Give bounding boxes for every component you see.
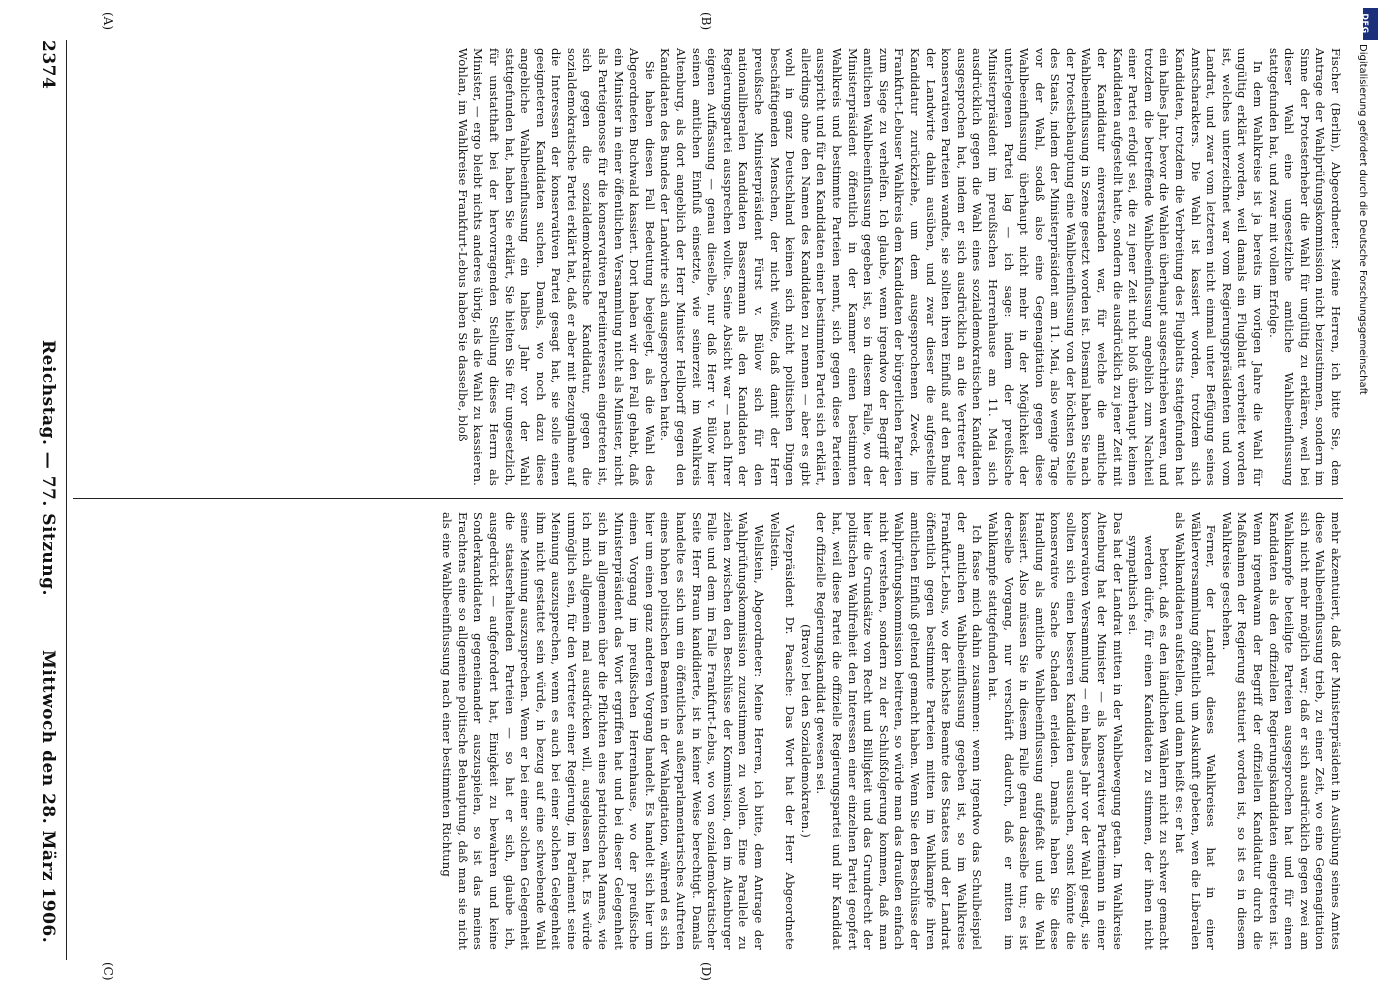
paragraph: Ich fasse mich dahin zusammen: wenn irgendwo das Schulbeispiel der amtlichen Wahlbeeinflussung gegeben ist, so im Wahlkreise Frankfurt-Lebus, wo der höchste Beamte des Staates und der Landrat öffentlich gegen bestimmte Parteien mitten im Wahlkampfe ihren amtlichen Einfluß geltend gemacht haben. Wenn Sie den Beschlüsse der Wahlprüfungskommission beitreten, so würde man das draußen einfach nicht verstehen, sondern zu der Schlußfolgerung kommen, daß man hier die Grundsätze von Recht und Billigkeit und das Grundrecht der politischen Wahlfreiheit den Interessen einer einzelnen Partei geopfert hat, weil diese Partei die offizielle Regierungspartei und ihr Kandidat der offizielle Regierungskandidat gewesen sei.	[814, 512, 985, 950]
paragraph: Ferner, der Landrat dieses Wahlkreises hat in einer Wählerversammlung öffentlich um Auskunft gebeten, wen die Liberalen als Wahlkandidaten aufstellen, und dann heißt es: er hat	[1173, 512, 1219, 950]
speech-wellstein: Wellstein, Abgeordneter: Meine Herren, ich bitte, dem Antrage der Wahlprüfungskommission zuzustimmen zu wollen. Eine Parallele zu ziehen zwischen den Beschlüsse der Kommission, den im Altenburger Falle und dem im Falle Frankfurt-Lebus, wo von sozialdemokratischer Seite Herr Braun kandidierte, ist in keiner Weise berechtigt. Damals handelte es sich um ein öffentliches außerparlamentarisches Auftreten eines hohen politischen Beamten in der Wahlagitation, während es sich hier um einen ganz anderen Vorgang handelt. Es handelt sich hier um einen Vorgang im preußischen Herrenhause, wo der preußische Ministerpräsident das Wort ergriffen hat und bei dieser Gelegenheit sich im allgemeinen über die Pflichten eines patriotischen Mannes, wie ich mich allgemein mal ausdrücken will, ausgelassen hat. Es würde unmöglich sein, für den Vertreter einer Regierung, im Parlament seine Meinung auszusprechen, wenn es auch bei einer solchen Gelegenheit ihm nicht gestattet sein würde, in bezug auf eine schwebende Wahl seine Meinung auszusprechen. Wenn er bei einer solchen Gelegenheit die staatserhaltenden Parteien — so hat er sich, glaube ich, ausgedrückt — aufgefordert hat, Einigkeit zu bewahren und keine Sonderkandidaten gegeneinander auszuspielen, so ist das meines Erachtens eine so allgemeine politische Behauptung, daß man sie nicht als eine Wahlbeeinflussung nach einer bestimmten Richtung	[440, 512, 767, 950]
paragraph: Das hat der Landrat mitten in der Wahlbewegung getan. Im Wahlkreise Altenburg hat der Minister — als konservativer Parteimann in einer konservativen Versammlung — ein halbes Jahr vor der Wahl gesagt, sie sollten sich einen besseren Kandidaten aussuchen, sonst könnte die konservative Sache Schaden erleiden. Damals haben Sie diese Handlung als amtliche Wahlbeeinflussung aufgefaßt und die Wahl kassiert. Also müssen Sie in diesem Falle genau dasselbe tun; es ist derselbe Vorgang, nur verschärft dadurch, daß er mitten im Wahlkampfe stattgefunden hat.	[985, 512, 1125, 950]
column-divider	[73, 498, 1343, 499]
applause-note: (Bravo! bei den Sozialdemokraten.)	[798, 624, 813, 838]
page-header	[28, 40, 58, 960]
paragraph: Sie haben diesen Fall Bedeutung beigelegt, als die Wahl des Abgeordneten Buchwald kassiert. Dort haben wir den Fall gehabt, daß ein Minister in einer öffentlichen Versammlung nicht als Minister, nicht als Parteigenosse für die konservativen Parteiinteressen eingetreten ist, sich gegen die sozialdemokratische Kandidatur, gegen die sozialdemokratische Partei erklärt hat, daß er aber mit Bezugnahme auf die Interessen der konservativen Partei gesagt hat, sie solle einen geeigneteren Kandidaten suchen. Damals, wo noch dazu diese angebliche Wahlbeeinflussung ein halbes Jahr vor der Wahl stattgefunden hat, haben Sie erklärt, Sie hielten Sie für ungesetzlich, für unstatthaft bei der hervorragenden Stellung dieses Herrn als Minister, — ergo bleibt nichts anderes übrig, als die Wahl zu kassieren. Wohlan, im Wahlkreise Frankfurt-Lebus haben Sie dasselbe, bloß	[455, 48, 657, 486]
page-number: 2374	[38, 40, 58, 90]
margin-mark-c: (C)	[101, 962, 115, 981]
quote: betont, daß es den ländlichen Wählern nicht zu schwer gemacht werden dürfe, für einen Kandidaten zu stimmen, der ihnen nicht sympathisch sei.	[1126, 535, 1172, 950]
margin-mark-a: (A)	[101, 12, 115, 31]
margin-mark-b: (B)	[699, 12, 713, 31]
session-date: Mittwoch den 28. März 1906.	[38, 650, 58, 944]
dfg-funding-note: Digitalisierung gefördert durch die Deutsche Forschungsgemeinschaft	[1357, 44, 1368, 395]
paragraph: In dem Wahlkreise ist ja bereits im vorigen Jahre die Wahl für ungültig erklärt worden, weil damals ein Flugblatt verbreitet worden ist, welches unterzeichnet war vom Regierungspräsidenten und vom Landrat, und zwar vom letzteren nicht einmal unter Befügung seines Amtscharakters. Die Wahl ist kassiert worden, trotzdem sich Kandidaten, trotzdem die Verbreitung des Flugblatts stattgefunden hat ein halbes Jahr, bevor die Wahlen überhaupt ausgeschrieben waren, und trotzdem die betreffende Wahlbeeinflussung angeblich zum Nachteil einer Partei erfolgt sei, die zu jener Zeit nicht bloß überhaupt keinen Kandidaten aufgestellt hatte, sondern die ausdrücklich zu jener Zeit mit der Kandidatur einverstanden war, für welche die amtliche Wahlbeeinflussung in Szene gesetzt worden ist. Diesmal haben Sie nach der Protestbehauptung eine Wahlbeeinflussung von der höchsten Stelle des Staats, indem der Ministerpräsident am 11. Mai, also wenige Tage vor der Wahl, sodaß also eine Gegenagitation gegen diese Wahlbeeinflussung überhaupt nicht mehr in der Möglichkeit der unterlegenen Partei lag — ich sage: indem der preußische Ministerpräsident im preußischen Herrenhause am 11. Mai sich ausdrücklich gegen die Wahl eines sozialdemokratischen Kandidaten ausgesprochen hat, indem er sich ausdrücklich an die Vertreter der konservativen Parteien wandte, sie sollten ihren Einfluß auf den Bund der Landwirte dahin ausüben, und zwar dieser die aufgestellte Kandidatur zurückziehe, um dem ausgesprochenen Zweck, im Frankfurt-Lebuser Wahlkreis dem Kandidaten der bürgerlichen Parteien zum Siege zu verhelfen. Ich glaube, wenn irgendwo der Begriff der amtlichen Wahlbeeinflussung gegeben ist, so in diesem Falle, wo der Ministerpräsident öffentlich in der Kammer einen bestimmten Wahlkreis und bestimmte Parteien nennt, sich gegen diese Parteien ausspricht und für den Kandidaten einer bestimmten Partei sich erklärt, allerdings ohne den Namen des Kandidaten zu nennen — aber es gibt wohl in ganz Deutschland keinen sich nicht politischen Dingen beschäftigenden Menschen, der nicht wüßte, daß damit der Herr preußische Ministerpräsident Fürst v. Bülow sich für den nationalliberalen Kandidaten Bassermann als den Kandidaten der Regierungspartei aussprechen wollte. Seine Absicht war — nach Ihrer eigenen Auffassung — genau dieselbe, nur daß Herr v. Bülow hier seinen amtlichen Einfluß einsetzte, wie seinerzeit im Wahlkreis Altenburg, als dort angeblich der Herr Minister Hellborff gegen den Kandidaten des Bundes der Landwirte sich ausgesprochen hatte.	[658, 48, 1266, 486]
header-rule	[66, 40, 67, 960]
paragraph: mehr akzentuiert, daß der Ministerpräsident in Ausübung seines Amtes diese Wahlbeeinflussung trieb, zu einer Zeit, wo eine Gegenagitation sich nicht mehr möglich war; daß er sich ausdrücklich gegen zwei am Wahlkampfe beteiligte Parteien ausgesprochen hat und für einen Kandidaten als den offiziellen Regierungskandidaten eingetreten ist. Wenn irgendwann der Begriff der offiziellen Kandidatur durch die Maßnahmen der Regierung statuiert worden ist, so ist es in diesem Wahlkreise geschehen.	[1219, 512, 1343, 950]
speech-fischer: Fischer (Berlin), Abgeordneter: Meine Herren, ich bitte Sie, dem Antrage der Wahlprüfungskommission nicht beizustimmen, sondern im Sinne der Protesterheber die Wahl für ungültig zu erklären, weil bei dieser Wahl eine ungesetzliche amtliche Wahlbeeinflussung stattgefunden hat, und zwar mit vollem Erfolge.	[1266, 48, 1343, 486]
session-title: Reichstag. — 77. Sitzung.	[38, 340, 58, 596]
left-column	[73, 48, 1343, 486]
margin-mark-d: (D)	[699, 962, 713, 981]
dfg-logo: DFG	[1363, 8, 1378, 40]
vice-president-remark: Vizepräsident Dr. Paasche: Das Wort hat der Herr Abgeordnete Wellstein.	[767, 512, 798, 950]
right-column	[73, 512, 1343, 950]
